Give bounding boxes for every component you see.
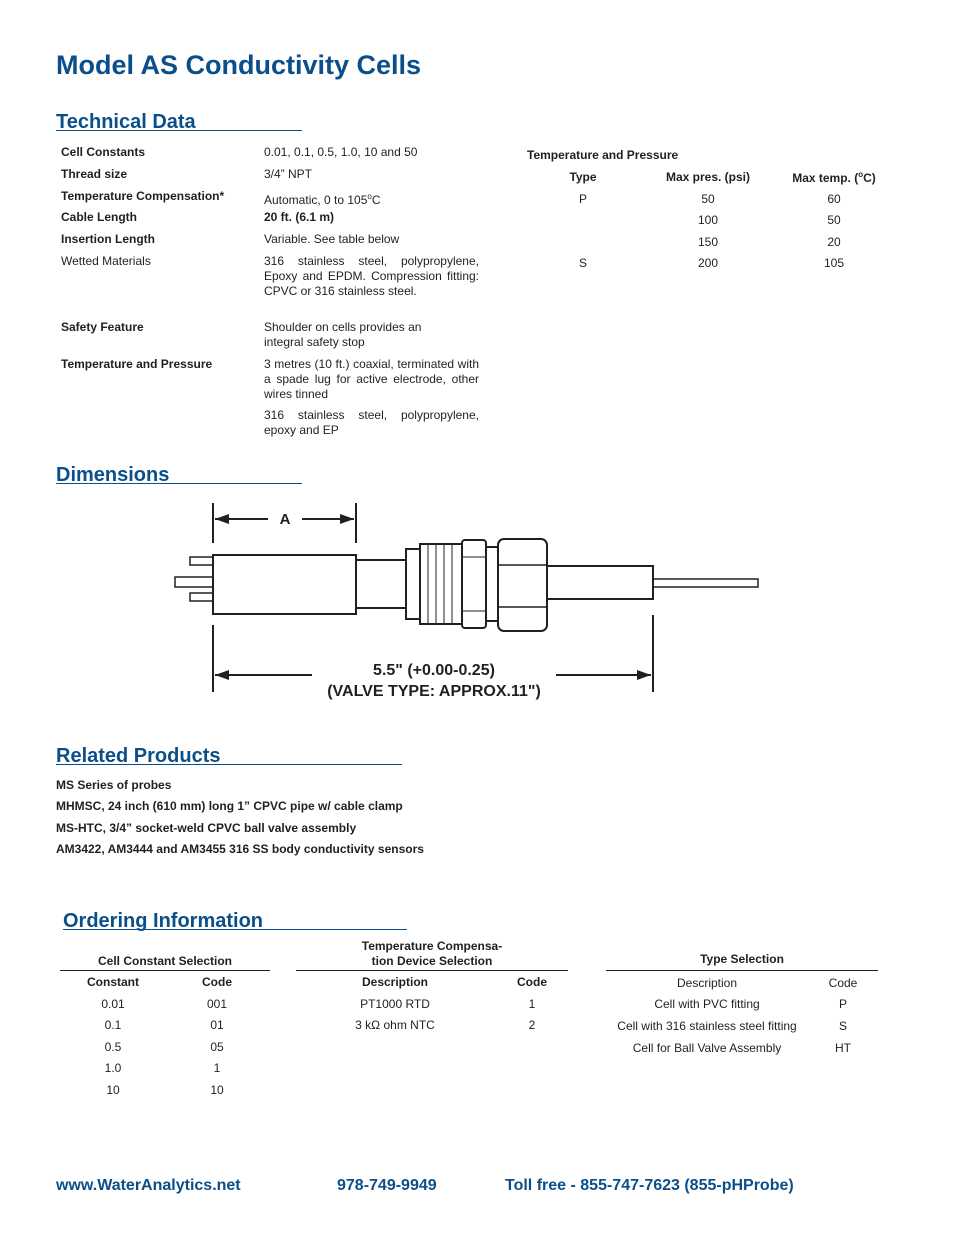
type-selection-header: Code bbox=[828, 976, 858, 990]
spec-label: Wetted Materials bbox=[61, 254, 151, 268]
tp-cell: 105 bbox=[823, 256, 845, 270]
cell-constant-rule bbox=[60, 970, 270, 971]
tp-cell: 50 bbox=[701, 192, 715, 206]
cell-constant-header: Constant bbox=[87, 975, 139, 989]
technical-data-underline bbox=[56, 130, 302, 131]
cell-constant-caption: Cell Constant Selection bbox=[97, 954, 233, 968]
cell-constant-code: 01 bbox=[210, 1018, 224, 1032]
spec-value: Shoulder on cells provides an integral safety stop bbox=[264, 320, 422, 349]
type-selection-description: Cell with 316 stainless steel fitting bbox=[617, 1019, 797, 1033]
degree-sup: o bbox=[858, 170, 864, 179]
tube bbox=[356, 560, 406, 608]
spec-value-unit: C bbox=[371, 193, 381, 207]
spec-label: Thread size bbox=[61, 167, 128, 181]
temp-pressure-title: Temperature and Pressure bbox=[527, 148, 679, 162]
arrowheads bbox=[215, 514, 651, 680]
spec-label: Cell Constants bbox=[61, 145, 146, 159]
cell-constant-value: 0.01 bbox=[101, 997, 125, 1011]
type-selection-code: S bbox=[838, 1019, 847, 1033]
temp-comp-rule bbox=[296, 970, 568, 971]
hex-nut-2 bbox=[498, 539, 547, 631]
tp-header-temp-text: Max temp. ( bbox=[792, 171, 859, 185]
temp-comp-caption-1: Temperature Compensa- bbox=[361, 939, 503, 953]
page-title: Model AS Conductivity Cells bbox=[56, 50, 422, 80]
spec-label: Insertion Length bbox=[61, 232, 155, 246]
type-selection-header: Description bbox=[676, 976, 738, 990]
type-selection-code: P bbox=[838, 997, 847, 1011]
temp-comp-code: 2 bbox=[528, 1018, 536, 1032]
dimensions-underline bbox=[56, 483, 302, 484]
tp-cell: 20 bbox=[827, 235, 841, 249]
type-selection-description: Cell with PVC fitting bbox=[654, 997, 760, 1011]
related-item: MS Series of probes bbox=[56, 778, 172, 792]
dim-a-label: A bbox=[279, 511, 291, 528]
tp-cell: P bbox=[578, 192, 587, 206]
temp-comp-description: 3 kΩ ohm NTC bbox=[355, 1018, 435, 1032]
type-selection-rule bbox=[606, 970, 878, 971]
technical-data-heading: Technical Data bbox=[56, 111, 196, 133]
spec-label: Safety Feature bbox=[61, 320, 144, 334]
related-products-underline bbox=[56, 764, 402, 765]
tp-cell: 60 bbox=[827, 192, 841, 206]
spec-value: 3/4” NPT bbox=[264, 167, 313, 181]
type-selection-code: HT bbox=[835, 1041, 851, 1055]
collar-b bbox=[420, 544, 462, 624]
pin-bottom bbox=[190, 593, 213, 601]
cell-constant-code: 001 bbox=[206, 997, 228, 1011]
electrode-body bbox=[213, 555, 356, 614]
spec-value: 316 stainless steel, polypropylene, Epoxy and EPDM. Compression fitting: CPVC or 316 stainless steel. bbox=[264, 254, 479, 298]
temp-comp-header: Code bbox=[517, 975, 547, 989]
spec-value-text: Automatic, 0 to 105 bbox=[264, 193, 368, 207]
dim-length-line2: (VALVE TYPE: APPROX.11") bbox=[327, 683, 541, 700]
related-item: MHMSC, 24 inch (610 mm) long 1” CPVC pipe w/ cable clamp bbox=[56, 799, 403, 813]
temp-comp-caption-2: tion Device Selection bbox=[371, 954, 493, 968]
footer-phone[interactable]: 978-749-9949 bbox=[337, 1177, 437, 1194]
cell-constant-value: 0.1 bbox=[104, 1018, 122, 1032]
cell-constant-code: 05 bbox=[210, 1040, 224, 1054]
dim-length-line1: 5.5" (+0.00-0.25) bbox=[373, 662, 495, 679]
related-item: AM3422, AM3444 and AM3455 316 SS body conductivity sensors bbox=[56, 842, 424, 856]
type-selection-caption: Type Selection bbox=[700, 952, 784, 966]
cable bbox=[653, 579, 758, 587]
cell-constant-code: 1 bbox=[213, 1061, 221, 1075]
pin-top bbox=[190, 557, 213, 565]
pin-middle bbox=[175, 577, 213, 587]
collar-a bbox=[406, 549, 420, 619]
tp-cell: S bbox=[578, 256, 587, 270]
footer-tollfree[interactable]: Toll free - 855-747-7623 (855-pHProbe) bbox=[505, 1177, 794, 1194]
dimensions-heading: Dimensions bbox=[56, 464, 170, 486]
spec-value-extra: 316 stainless steel, polypropylene, epoxy and EP bbox=[264, 408, 479, 437]
spec-value bbox=[264, 189, 479, 208]
cell-constant-value: 10 bbox=[106, 1083, 120, 1097]
spec-label: Cable Length bbox=[61, 210, 138, 224]
cell-constant-code: 10 bbox=[210, 1083, 224, 1097]
spec-label: Temperature Compensation* bbox=[61, 189, 225, 203]
spec-label: Temperature and Pressure bbox=[61, 357, 213, 371]
connector bbox=[486, 547, 498, 621]
footer-website[interactable]: www.WaterAnalytics.net bbox=[56, 1177, 241, 1194]
cell-constant-header: Code bbox=[202, 975, 232, 989]
tp-cell: 100 bbox=[697, 213, 719, 227]
hex-nut-1 bbox=[462, 540, 486, 628]
degree-sup: o bbox=[367, 192, 372, 201]
tp-header-temp bbox=[779, 170, 889, 185]
spec-value: Variable. See table below bbox=[264, 232, 400, 246]
spec-value: 20 ft. (6.1 m) bbox=[264, 210, 335, 224]
temp-comp-header: Description bbox=[361, 975, 428, 989]
probe-dimension-drawing bbox=[0, 495, 954, 710]
spec-value: 0.01, 0.1, 0.5, 1.0, 10 and 50 bbox=[264, 145, 418, 159]
ordering-heading: Ordering Information bbox=[63, 910, 263, 932]
tp-cell: 150 bbox=[697, 235, 719, 249]
tp-header-temp-unit: C) bbox=[863, 171, 876, 185]
related-products-heading: Related Products bbox=[56, 745, 221, 767]
temp-comp-code: 1 bbox=[528, 997, 536, 1011]
cell-constant-value: 1.0 bbox=[104, 1061, 122, 1075]
related-item: MS-HTC, 3/4” socket-weld CPVC ball valve assembly bbox=[56, 821, 357, 835]
tp-header-pressure: Max pres. (psi) bbox=[665, 170, 751, 184]
ordering-underline bbox=[63, 929, 407, 930]
spec-value: 3 metres (10 ft.) coaxial, terminated with a spade lug for active electrode, other wires tinned bbox=[264, 357, 479, 401]
tp-header-type: Type bbox=[569, 170, 597, 184]
tp-cell: 50 bbox=[827, 213, 841, 227]
type-selection-description: Cell for Ball Valve Assembly bbox=[632, 1041, 782, 1055]
cable-housing bbox=[547, 566, 653, 599]
tp-cell: 200 bbox=[697, 256, 719, 270]
cell-constant-value: 0.5 bbox=[104, 1040, 122, 1054]
temp-comp-description: PT1000 RTD bbox=[360, 997, 430, 1011]
